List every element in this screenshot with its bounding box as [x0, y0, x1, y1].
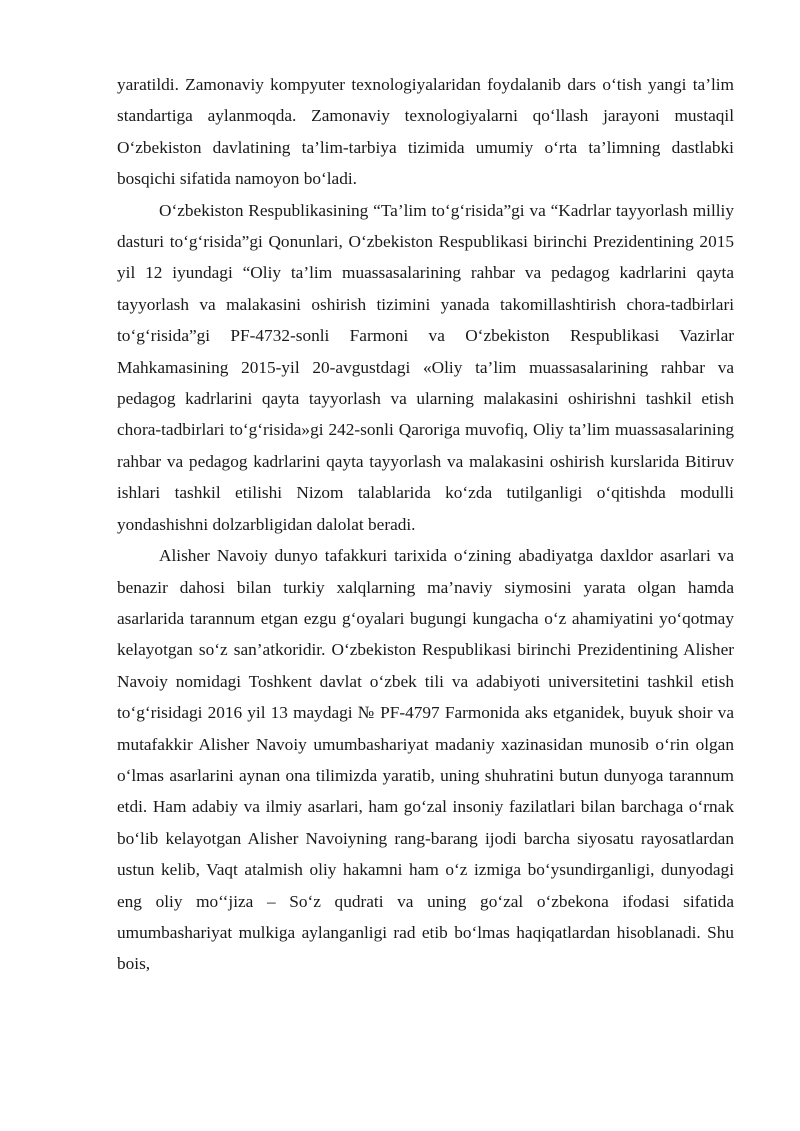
paragraph-1: yaratildi. Zamonaviy kompyuter texnologiyalaridan foydalanib dars o‘tish yangi ta’lim standartiga aylanmoqda. Zamonaviy texnologiyalarni qo‘llash jarayoni mustaqil O‘zbekiston davlatining ta’lim-tarbiya tizimida umumiy o‘rta ta’limning dastlabki bosqichi sifatida namoyon bo‘ladi. — [117, 75, 734, 189]
document-body — [117, 69, 734, 980]
paragraph-3: Alisher Navoiy dunyo tafakkuri tarixida o‘zining abadiyatga daxldor asarlari va benazir dahosi bilan turkiy xalqlarning ma’naviy siymosini yarata olgan hamda asarlarida tarannum etgan ezgu g‘oyalari bugungi kungacha o‘z ahamiyatini yo‘qotmay kelayotgan so‘z san’atkoridir. O‘zbekiston Respublikasi birinchi Prezidentining Alisher Navoiy nomidagi Toshkent davlat o‘zbek tili va adabiyoti universitetini tashkil etish to‘g‘risidagi 2016 yil 13 maydagi № PF-4797 Farmonida aks etganidek, buyuk shoir va mutafakkir Alisher Navoiy umumbashariyat madaniy xazinasidan munosib o‘rin olgan o‘lmas asarlarini aynan ona tilimizda yaratib, uning shuhratini butun dunyoga tarannum etdi. Ham adabiy va ilmiy asarlari, ham go‘zal insoniy fazilatlari bilan barchaga o‘rnak bo‘lib kelayotgan Alisher Navoiyning rang-barang ijodi barcha siyosatu rayosatlardan ustun kelib, Vaqt atalmish oliy hakamni ham o‘z izmiga bo‘ysundirganligi, dunyodagi eng oliy mo‘‘jiza – So‘z qudrati va uning go‘zal o‘zbekona ifodasi sifatida umumbashariyat mulkiga aylanganligi rad etib bo‘lmas haqiqatlardan hisoblanadi. Shu bois, — [117, 546, 734, 974]
paragraph-2: O‘zbekiston Respublikasining “Ta’lim to‘g‘risida”gi va “Kadrlar tayyorlash milliy dasturi to‘g‘risida”gi Qonunlari, O‘zbekiston Respublikasi birinchi Prezidentining 2015 yil 12 iyundagi “Oliy ta’lim muassasalarining rahbar va pedagog kadrlarini qayta tayyorlash va malakasini oshirish tizimini yanada takomillashtirish chora-tadbirlari to‘g‘risida”gi PF-4732-sonli Farmoni va O‘zbekiston Respublikasi Vazirlar Mahkamasining 2015-yil 20-avgustdagi «Oliy ta’lim muassasalarining rahbar va pedagog kadrlarini qayta tayyorlash va ularning malakasini oshirishni tashkil etish chora-tadbirlari to‘g‘risida»gi 242-sonli Qaroriga muvofiq, Oliy ta’lim muassasalarining rahbar va pedagog kadrlarini qayta tayyorlash va malakasini oshirish kurslarida Bitiruv ishlari tashkil etilishi Nizom talablarida ko‘zda tutilganligi o‘qitishda modulli yondashishni dolzarbligidan dalolat beradi. — [117, 200, 734, 534]
